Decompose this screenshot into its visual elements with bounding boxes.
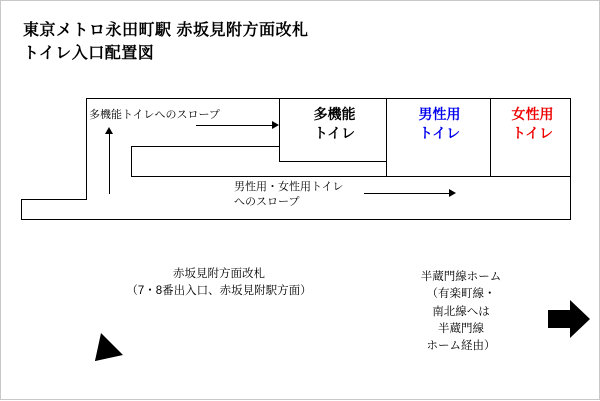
room-label-womens: [495, 105, 570, 143]
corridor-upper: [131, 146, 280, 147]
title-line-1: 東京メトロ永田町駅 赤坂見附方面改札: [23, 22, 309, 39]
corridor-vertical: [131, 146, 132, 177]
arrow-up-head-icon: [105, 127, 113, 134]
wall-left-end: [21, 199, 22, 220]
room-label-womens-line2: トイレ: [511, 124, 554, 141]
room-label-mens-line2: トイレ: [418, 124, 461, 141]
partition-multipurpose-left: [279, 98, 280, 161]
wall-under-rooms: [386, 176, 571, 177]
caption-platform-line4: 半蔵門線: [438, 322, 484, 335]
caption-platform-line3: 南北線へは: [432, 305, 490, 318]
wall-top: [86, 98, 571, 99]
room-label-multipurpose-line1: 多機能: [313, 106, 356, 122]
caption-platform-line5: ホーム経由）: [426, 340, 496, 352]
room-label-womens-line1: 女性用: [511, 106, 554, 122]
room-label-multipurpose: [287, 105, 382, 143]
partition-mens-womens: [490, 98, 491, 176]
arrow-down-left-icon: [91, 319, 137, 365]
wall-right-vertical: [570, 98, 571, 220]
room-label-multipurpose-line2: トイレ: [313, 124, 356, 141]
caption-platform: [391, 269, 531, 355]
partition-multipurpose-mens: [386, 98, 387, 176]
wall-bottom: [21, 219, 571, 220]
wall-lower-left: [21, 199, 86, 200]
arrow-up-shaft: [109, 132, 110, 194]
arrow-mens-womens-shaft: [364, 193, 449, 194]
slope-label-multipurpose-text: 多機能トイレへのスロープ: [89, 109, 220, 121]
slope-label-multipurpose: [89, 108, 220, 123]
caption-gate-line1: 赤坂見附方面改札: [173, 268, 265, 280]
arrow-mens-womens-head-icon: [449, 189, 456, 197]
slope-label-mens-womens-line2: へのスロープ: [234, 196, 300, 209]
wall-under-multipurpose: [279, 161, 387, 162]
caption-gate-line2: （7・8番出入口、赤坂見附駅方面）: [126, 285, 312, 298]
caption-platform-line2: （有楽町線・: [426, 288, 496, 301]
slope-label-mens-womens-line1: 男性用・女性用トイレ: [234, 181, 344, 193]
arrow-right-icon: [546, 296, 592, 342]
title-line-2: トイレ入口配置図: [23, 45, 155, 63]
room-label-mens-line1: 男性用: [418, 106, 461, 122]
caption-gate: [89, 266, 349, 301]
arrow-multipurpose-shaft: [196, 125, 272, 126]
caption-platform-line1: 半蔵門線ホーム: [420, 271, 502, 283]
slope-label-mens-womens: [234, 180, 343, 211]
arrow-multipurpose-head-icon: [272, 121, 279, 129]
corridor-lower: [131, 176, 387, 177]
wall-left-vertical: [86, 98, 87, 200]
room-label-mens: [391, 105, 488, 143]
